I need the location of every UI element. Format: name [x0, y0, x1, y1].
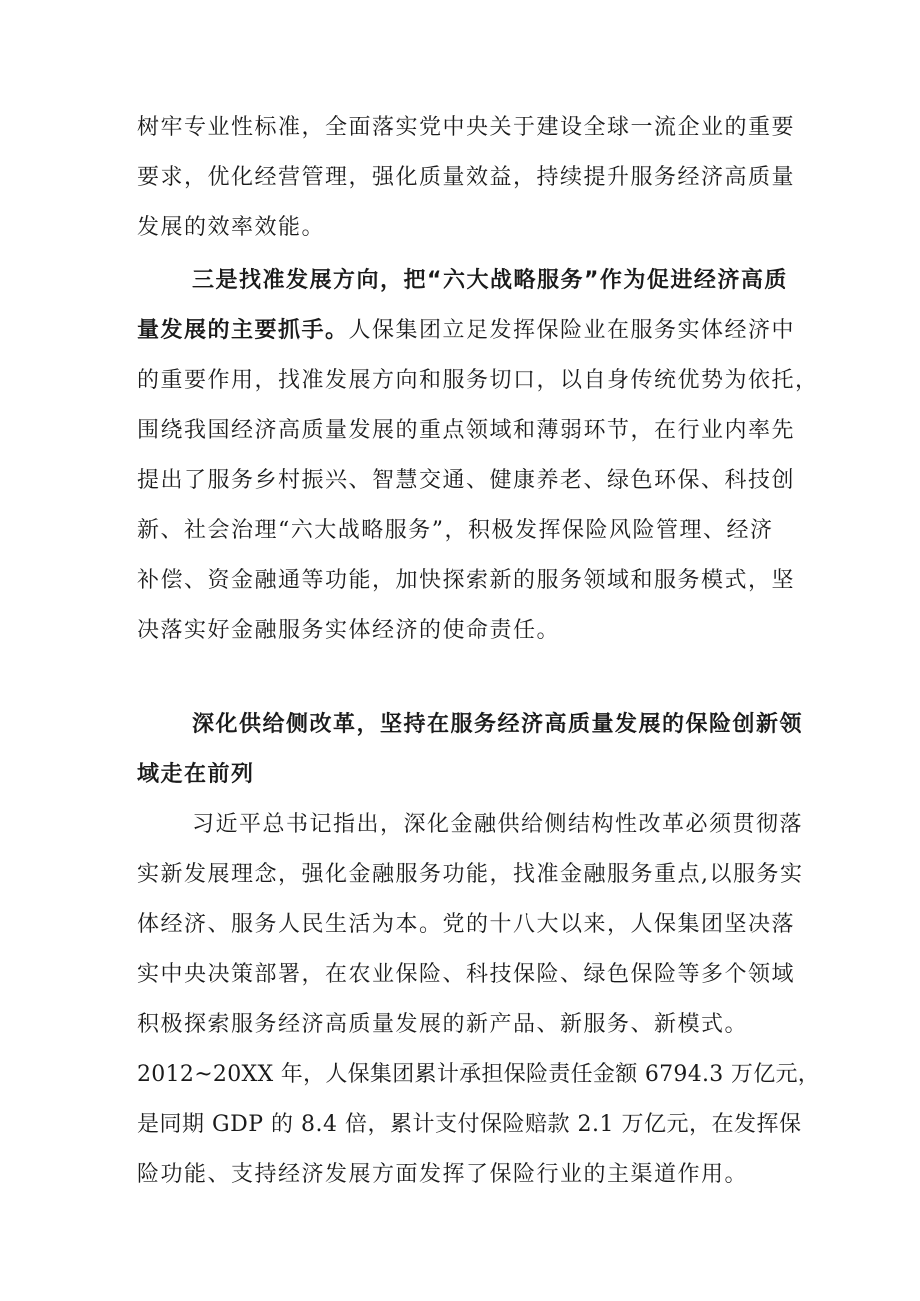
paragraph-3-line-4: 实中央决策部署，在农业保险、科技保险、绿色保险等多个领域 [137, 962, 796, 987]
paragraph-2-bold-line-1: 三是找准发展方向，把“六大战略服务”作为促进经济高质 [192, 268, 788, 293]
paragraph-3-line-8: 险功能、支持经济发展方面发挥了保险行业的主渠道作用。 [137, 1162, 749, 1187]
paragraph-2-line-4: 围绕我国经济高质量发展的重点领域和薄弱环节，在行业内率先 [137, 418, 796, 443]
paragraph-1-line-1: 树牢专业性标准，全面落实党中央关于建设全球一流企业的重要 [137, 115, 796, 140]
paragraph-2-line-3: 的重要作用，找准发展方向和服务切口，以自身传统优势为依托， [137, 368, 819, 393]
paragraph-2-line-2-rest: 人保集团立足发挥保险业在服务实体经济中 [348, 318, 796, 343]
section-heading-line-1: 深化供给侧改革，坚持在服务经济高质量发展的保险创新领 [192, 712, 804, 737]
paragraph-2-line-7: 补偿、资金融通等功能，加快探索新的服务领域和服务模式，坚 [137, 568, 796, 593]
paragraph-3-line-3: 体经济、服务人民生活为本。党的十八大以来，人保集团坚决落 [137, 912, 796, 937]
paragraph-3-line-5: 积极探索服务经济高质量发展的新产品、新服务、新模式。 [137, 1012, 749, 1037]
paragraph-3-line-6: 2012~20XX 年，人保集团累计承担保险责任金额 6794.3 万亿元， [137, 1062, 821, 1087]
section-heading-line-2: 域走在前列 [137, 762, 255, 787]
paragraph-2-line-8: 决落实好金融服务实体经济的使命责任。 [137, 618, 561, 643]
paragraph-3-line-2: 实新发展理念，强化金融服务功能，找准金融服务重点,以服务实 [137, 862, 804, 887]
paragraph-2-line-5: 提出了服务乡村振兴、智慧交通、健康养老、绿色环保、科技创 [137, 468, 796, 493]
paragraph-3-line-7: 是同期 GDP 的 8.4 倍，累计支付保险赔款 2.1 万亿元，在发挥保 [137, 1112, 802, 1137]
paragraph-2-bold-line-2: 量发展的主要抓手。 [137, 318, 349, 343]
paragraph-1-line-3: 发展的效率效能。 [137, 215, 326, 240]
paragraph-2-line-2 [137, 316, 795, 346]
paragraph-3-line-1: 习近平总书记指出，深化金融供给侧结构性改革必须贯彻落 [192, 812, 804, 837]
paragraph-2-line-6: 新、社会治理“六大战略服务”，积极发挥保险风险管理、经济 [137, 518, 774, 543]
paragraph-1-line-2: 要求，优化经营管理，强化质量效益，持续提升服务经济高质量 [137, 165, 796, 190]
